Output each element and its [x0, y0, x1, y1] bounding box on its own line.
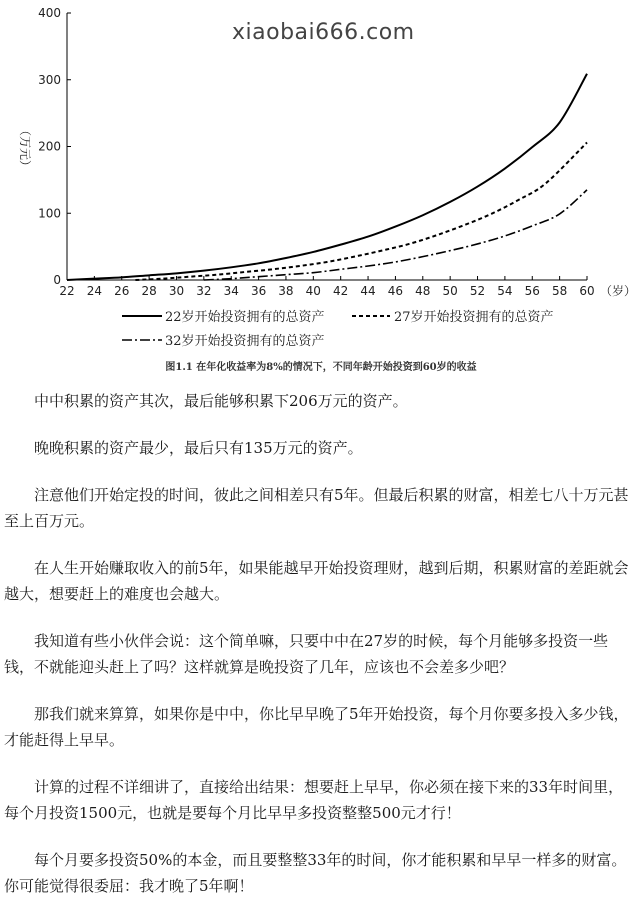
paragraph: 计算的过程不详细讲了，直接给出结果：想要赶上早早，你必须在接下来的33年时间里，每个月投资1500元，也就是要每个月比早早多投资整整500元才行！ — [4, 778, 624, 822]
x-tick-label: 50 — [442, 284, 458, 298]
paragraph: 晚晚积累的资产最少，最后只有135万元的资产。 — [34, 439, 363, 457]
y-tick-label: 200 — [38, 139, 61, 154]
x-axis-unit: （岁） — [600, 284, 637, 298]
legend-label-22: 22岁开始投资拥有的总资产 — [165, 310, 325, 325]
chart-series — [67, 74, 587, 280]
paragraph: 注意他们开始定投的时间，彼此之间相差只有5年。但最后积累的财富，相差七八十万元甚至上百万元。 — [4, 486, 629, 530]
y-tick-label: 400 — [38, 6, 61, 20]
series-line-0 — [67, 74, 587, 280]
y-axis-label: （万元） — [18, 123, 32, 173]
series-line-1 — [135, 142, 587, 280]
y-tick-label: 100 — [38, 206, 61, 221]
y-tick-label: 0 — [53, 273, 61, 287]
y-axis-ticks — [38, 6, 71, 287]
x-tick-label: 46 — [387, 284, 404, 298]
x-axis-ticks — [59, 276, 594, 298]
x-tick-label: 30 — [168, 284, 185, 298]
chart-legend — [122, 309, 554, 349]
x-tick-label: 44 — [360, 284, 376, 298]
x-tick-label: 58 — [551, 284, 568, 298]
x-tick-label: 54 — [497, 284, 513, 298]
paragraph: 那我们就来算算，如果你是中中，你比早早晚了5年开始投资，每个月你要多投入多少钱，才能赶得上早早。 — [4, 705, 629, 749]
x-tick-label: 36 — [250, 284, 267, 298]
x-tick-label: 24 — [86, 284, 103, 298]
x-tick-label: 40 — [305, 284, 321, 298]
x-tick-label: 42 — [333, 284, 349, 298]
article-body — [0, 388, 630, 920]
paragraph: 我知道有些小伙伴会说：这个简单嘛，只要中中在27岁的时候，每个月能够多投资一些钱，不就能迎头赶上了吗？这样就算是晚投资了几年，应该也不会差多少吧？ — [4, 632, 609, 676]
x-tick-label: 32 — [196, 284, 212, 298]
x-tick-label: 26 — [114, 284, 130, 298]
paragraph: 中中积累的资产其次，最后能够积累下206万元的资产。 — [34, 392, 408, 410]
paragraph: 在人生开始赚取收入的前5年，如果能越早开始投资理财，越到后期，积累财富的差距就会越大，想要赶上的难度也会越大。 — [4, 559, 629, 603]
x-tick-label: 48 — [415, 284, 431, 298]
x-tick-label: 28 — [141, 284, 157, 298]
line-chart — [0, 0, 642, 356]
paragraph: 每个月要多投资50%的本金，而且要整整33年的时间，你才能积累和早早一样多的财富。你可能觉得很委屈：我才晚了5年啊！ — [4, 851, 627, 895]
x-tick-label: 34 — [223, 284, 239, 298]
figure-caption: 图1.1 在年化收益率为8%的情况下，不同年龄开始投资到60岁的收益 — [165, 362, 477, 373]
chart-axes — [67, 13, 587, 280]
x-tick-label: 22 — [59, 284, 75, 298]
y-tick-label: 300 — [38, 72, 61, 87]
legend-label-27: 27岁开始投资拥有的总资产 — [394, 310, 554, 325]
x-tick-label: 52 — [469, 284, 486, 298]
series-line-2 — [204, 190, 587, 280]
x-tick-label: 38 — [278, 284, 294, 298]
x-tick-label: 60 — [579, 284, 595, 298]
x-tick-label: 56 — [524, 284, 540, 298]
legend-label-32: 32岁开始投资拥有的总资产 — [165, 334, 325, 349]
watermark: xiaobai666.com — [232, 20, 415, 45]
